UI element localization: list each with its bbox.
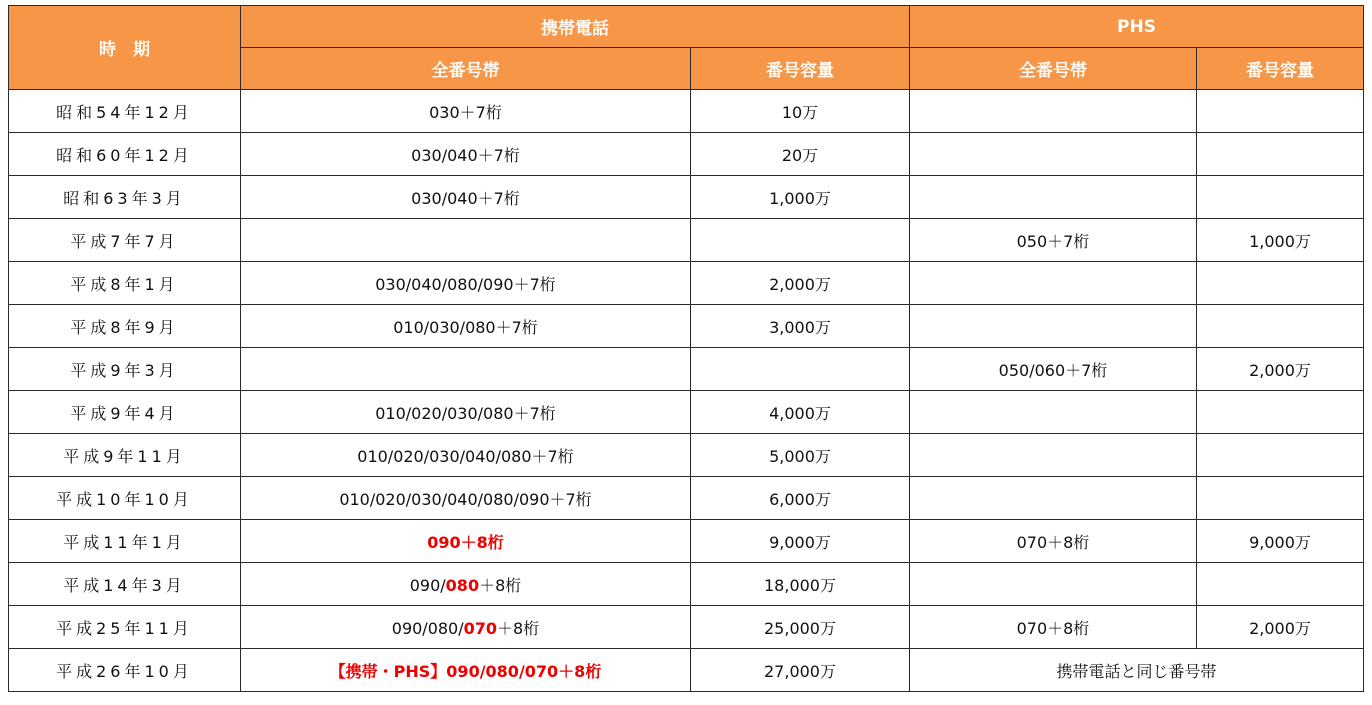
table-row [9,348,1364,391]
mobile-band-segment: 090＋8桁 [427,532,504,552]
mobile-band-cell [241,477,691,520]
phs-capacity-cell [1197,176,1364,219]
mobile-band-cell [241,176,691,219]
mobile-capacity-header: 番号容量 [691,48,910,90]
mobile-band-segment: 010/020/030/040/080/090＋7桁 [339,489,592,509]
mobile-band-segment: 030/040＋7桁 [411,188,520,208]
phs-band-cell: 050/060＋7桁 [910,348,1197,391]
table-row [9,133,1364,176]
table-row [9,262,1364,305]
mobile-band-segment: 080 [445,575,480,595]
period-cell: 平成9年4月 [9,391,241,434]
numbering-table [8,5,1364,692]
table-row [9,520,1364,563]
mobile-capacity-cell: 27,000万 [691,649,910,692]
phs-band-cell [910,262,1197,305]
table-row [9,649,1364,692]
mobile-band-segment: 090/080/ [391,618,464,638]
phs-band-cell: 050＋7桁 [910,219,1197,262]
period-cell: 平成25年11月 [9,606,241,649]
period-cell: 平成26年10月 [9,649,241,692]
period-cell: 昭和54年12月 [9,90,241,133]
phs-band-cell [910,477,1197,520]
phs-capacity-cell: 2,000万 [1197,606,1364,649]
table-row [9,391,1364,434]
mobile-band-cell [241,563,691,606]
phs-band-header: 全番号帯 [910,48,1197,90]
mobile-capacity-cell [691,219,910,262]
mobile-band-cell [241,90,691,133]
mobile-band-cell [241,520,691,563]
phs-capacity-cell [1197,434,1364,477]
phs-capacity-header: 番号容量 [1197,48,1364,90]
phs-band-cell [910,391,1197,434]
mobile-band-segment: 030＋7桁 [429,102,502,122]
phs-band-cell [910,133,1197,176]
table-row [9,477,1364,520]
phs-merged-cell: 携帯電話と同じ番号帯 [910,649,1364,692]
mobile-band-segment: 010/030/080＋7桁 [393,317,538,337]
phs-capacity-cell [1197,391,1364,434]
mobile-header: 携帯電話 [241,6,910,48]
phs-capacity-cell: 1,000万 [1197,219,1364,262]
mobile-band-cell [241,262,691,305]
mobile-band-cell [241,606,691,649]
mobile-band-segment: 070 [463,618,498,638]
mobile-capacity-cell: 6,000万 [691,477,910,520]
mobile-band-cell [241,649,691,692]
phs-header: PHS [910,6,1364,48]
period-cell: 平成8年9月 [9,305,241,348]
phs-capacity-cell [1197,305,1364,348]
mobile-band-segment: 030/040＋7桁 [411,145,520,165]
phs-band-cell [910,563,1197,606]
table-row [9,90,1364,133]
table-body [9,90,1364,692]
phs-capacity-cell [1197,563,1364,606]
mobile-band-segment: 010/020/030/080＋7桁 [375,403,556,423]
period-cell: 平成8年1月 [9,262,241,305]
phs-capacity-cell [1197,477,1364,520]
table-row [9,219,1364,262]
mobile-band-cell [241,305,691,348]
numbering-table-container [8,5,1364,692]
mobile-capacity-cell: 2,000万 [691,262,910,305]
phs-capacity-cell: 9,000万 [1197,520,1364,563]
phs-band-cell: 070＋8桁 [910,520,1197,563]
mobile-capacity-cell: 9,000万 [691,520,910,563]
period-cell: 平成9年11月 [9,434,241,477]
mobile-band-segment: 090/ [409,575,446,595]
mobile-band-header: 全番号帯 [241,48,691,90]
table-row [9,305,1364,348]
period-cell: 平成9年3月 [9,348,241,391]
phs-band-cell [910,176,1197,219]
mobile-capacity-cell: 3,000万 [691,305,910,348]
mobile-band-segment: 030/040/080/090＋7桁 [375,274,556,294]
period-cell: 昭和60年12月 [9,133,241,176]
mobile-capacity-cell: 18,000万 [691,563,910,606]
mobile-capacity-cell [691,348,910,391]
mobile-capacity-cell: 5,000万 [691,434,910,477]
period-header: 時 期 [9,6,241,90]
mobile-band-segment: ＋8桁 [479,575,522,595]
phs-capacity-cell [1197,262,1364,305]
period-cell: 平成7年7月 [9,219,241,262]
mobile-band-cell [241,434,691,477]
mobile-band-cell [241,391,691,434]
phs-capacity-cell [1197,133,1364,176]
mobile-capacity-cell: 4,000万 [691,391,910,434]
mobile-band-cell [241,133,691,176]
table-row [9,606,1364,649]
table-row [9,434,1364,477]
phs-band-cell [910,305,1197,348]
mobile-capacity-cell: 1,000万 [691,176,910,219]
mobile-capacity-cell: 25,000万 [691,606,910,649]
mobile-band-cell [241,348,691,391]
phs-capacity-cell: 2,000万 [1197,348,1364,391]
phs-band-cell [910,90,1197,133]
period-cell: 平成10年10月 [9,477,241,520]
phs-capacity-cell [1197,90,1364,133]
period-cell: 平成14年3月 [9,563,241,606]
mobile-capacity-cell: 20万 [691,133,910,176]
period-cell: 昭和63年3月 [9,176,241,219]
phs-band-cell [910,434,1197,477]
period-cell: 平成11年1月 [9,520,241,563]
table-row [9,176,1364,219]
phs-band-cell: 070＋8桁 [910,606,1197,649]
table-header [9,6,1364,90]
mobile-band-segment: 【携帯・PHS】090/080/070＋8桁 [329,661,602,681]
mobile-band-cell [241,219,691,262]
mobile-capacity-cell: 10万 [691,90,910,133]
mobile-band-segment: 010/020/030/040/080＋7桁 [357,446,574,466]
table-row [9,563,1364,606]
mobile-band-segment: ＋8桁 [497,618,540,638]
